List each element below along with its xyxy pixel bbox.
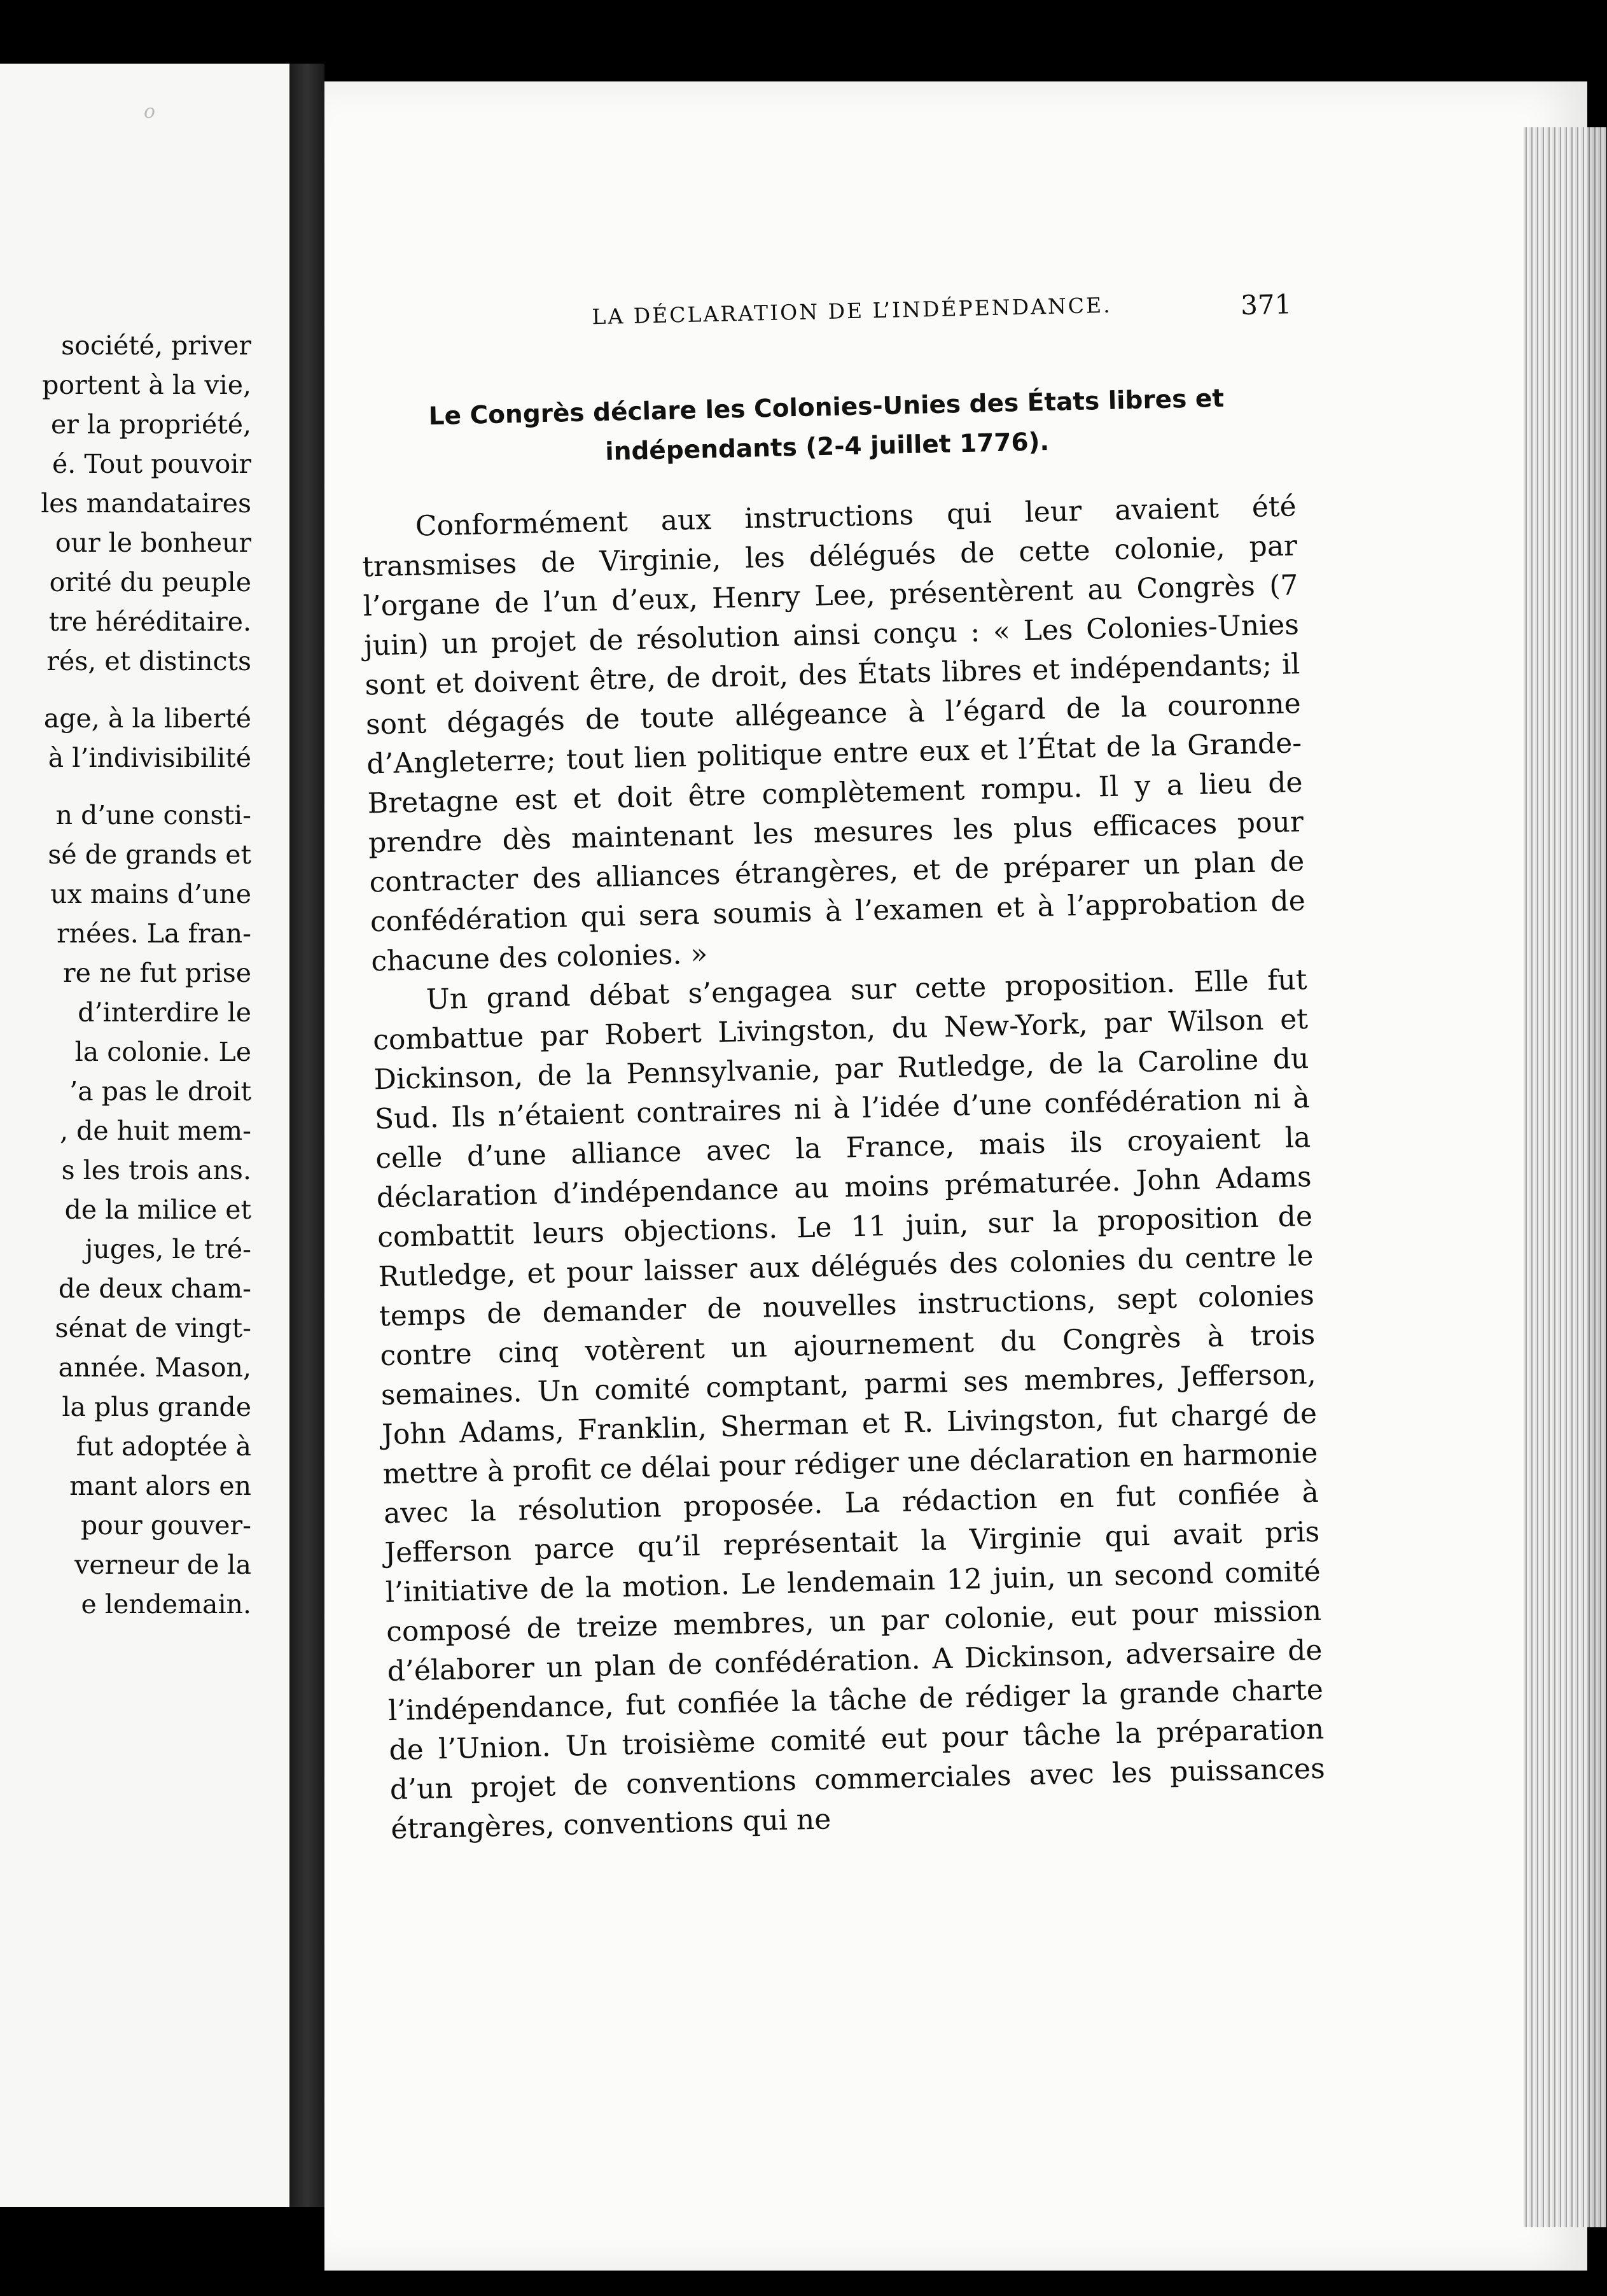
- left-line: age, à la liberté: [43, 703, 251, 734]
- left-line: s les trois ans.: [61, 1155, 251, 1186]
- left-line: rnées. La fran-: [57, 918, 251, 949]
- left-line: mant alors en: [69, 1471, 251, 1501]
- left-line: rés, et distincts: [46, 646, 251, 676]
- running-title: LA DÉCLARATION DE L’INDÉPENDANCE.: [592, 292, 1113, 330]
- paragraph: Un grand débat s’engagea sur cette proposition. Elle fut combattue par Robert Livingston, du New-York, par Wilson et Dickinson, de la Pennsylvanie, par Rutledge, de la Caroline du Sud. Ils n’étaient contraires ni à l’idée d’une confédération ni à celle d’une alliance avec la France, mais ils croyaient la déclaration d’indépendance au moins prématurée. John Adams combattit leurs objections. Le 11 juin, sur la proposition de Rutledge, et pour laisser aux délégués des colonies du centre le temps de demander de nouvelles instructions, sept colonies contre cinq votèrent un ajournement du Congrès à trois semaines. Un comité comptant, parmi ses membres, Jefferson, John Adams, Franklin, Sherman et R. Livingston, fut chargé de mettre à profit ce délai pour rédiger une déclaration en harmonie avec la résolution proposée. La rédaction en fut confiée à Jefferson parce qu’il représentait la Virginie qui avait pris l’initiative de la motion. Le lendemain 12 juin, un second comité composé de treize membres, un par colonie, eut pour mission d’élaborer un plan de confédération. A Dickinson, adversaire de l’indépendance, fut confiée la tâche de rédiger la grande charte de l’Union. Un troisième comité eut pour tâche la préparation d’un projet de conventions commerciales avec les puissances étrangères, conventions qui ne: [372, 963, 1326, 1846]
- left-line: , de huit mem-: [60, 1116, 251, 1146]
- left-line: année. Mason,: [58, 1352, 251, 1383]
- left-line: orité du peuple: [49, 567, 251, 598]
- left-line: société, priver: [61, 330, 251, 361]
- left-line: portent à la vie,: [42, 370, 251, 400]
- left-page: [0, 64, 291, 2207]
- left-line: er la propriété,: [50, 409, 251, 440]
- left-line: sé de grands et: [48, 839, 251, 870]
- left-line: é. Tout pouvoir: [52, 449, 251, 479]
- left-line: la colonie. Le: [74, 1037, 251, 1067]
- section-heading: Le Congrès déclare les Colonies-Unies des États libres et indépendants (2-4 juillet 1776).: [428, 384, 1225, 466]
- left-line: verneur de la: [74, 1550, 251, 1580]
- body-text: [361, 487, 1326, 1849]
- left-line: re ne fut prise: [63, 958, 251, 988]
- paragraph: Conformément aux instructions qui leur avaient été transmises de Virginie, les délégués de cette colonie, par l’organe de l’un d’eux, Henry Lee, présentèrent au Congrès (7 juin) un projet de résolution ainsi conçu : « Les Colonies-Unies sont et doivent être, de droit, des États libres et indépendants; il sont dégagés de toute allégeance à l’égard de la couronne d’Angleterre; tout lien politique entre eux et l’État de la Grande-Bretagne est et doit être complètement rompu. Il y a lieu de prendre dès maintenant les mesures les plus efficaces pour contracter des alliances étrangères, et de préparer un plan de confédération qui sera soumis à l’examen et à l’approbation de chacune des colonies. »: [361, 490, 1306, 978]
- left-line: de deux cham-: [58, 1273, 251, 1304]
- left-line: juges, le tré-: [85, 1234, 251, 1264]
- left-line: de la milice et: [64, 1194, 251, 1225]
- left-line: les mandataires: [41, 488, 251, 519]
- left-line: à l’indivisibilité: [48, 743, 251, 773]
- left-line: fut adoptée à: [76, 1431, 251, 1462]
- left-page-corner-mark: o: [144, 101, 156, 123]
- left-line: our le bonheur: [55, 528, 251, 558]
- left-line: n d’une consti-: [55, 800, 251, 830]
- left-line: ux mains d’une: [50, 879, 251, 909]
- left-line: ’a pas le droit: [69, 1076, 251, 1107]
- left-line: tre héréditaire.: [48, 606, 251, 637]
- left-line: d’interdire le: [78, 997, 251, 1028]
- book-gutter: [289, 64, 324, 2207]
- left-line: e lendemain.: [81, 1589, 251, 1620]
- left-line: sénat de vingt-: [55, 1313, 251, 1343]
- left-line: pour gouver-: [80, 1510, 251, 1541]
- left-page-text: [0, 326, 251, 1624]
- right-page-content: [356, 288, 1326, 1849]
- page-fore-edge: [1524, 127, 1606, 2227]
- left-line: la plus grande: [62, 1392, 251, 1422]
- page-number: 371: [1240, 288, 1292, 321]
